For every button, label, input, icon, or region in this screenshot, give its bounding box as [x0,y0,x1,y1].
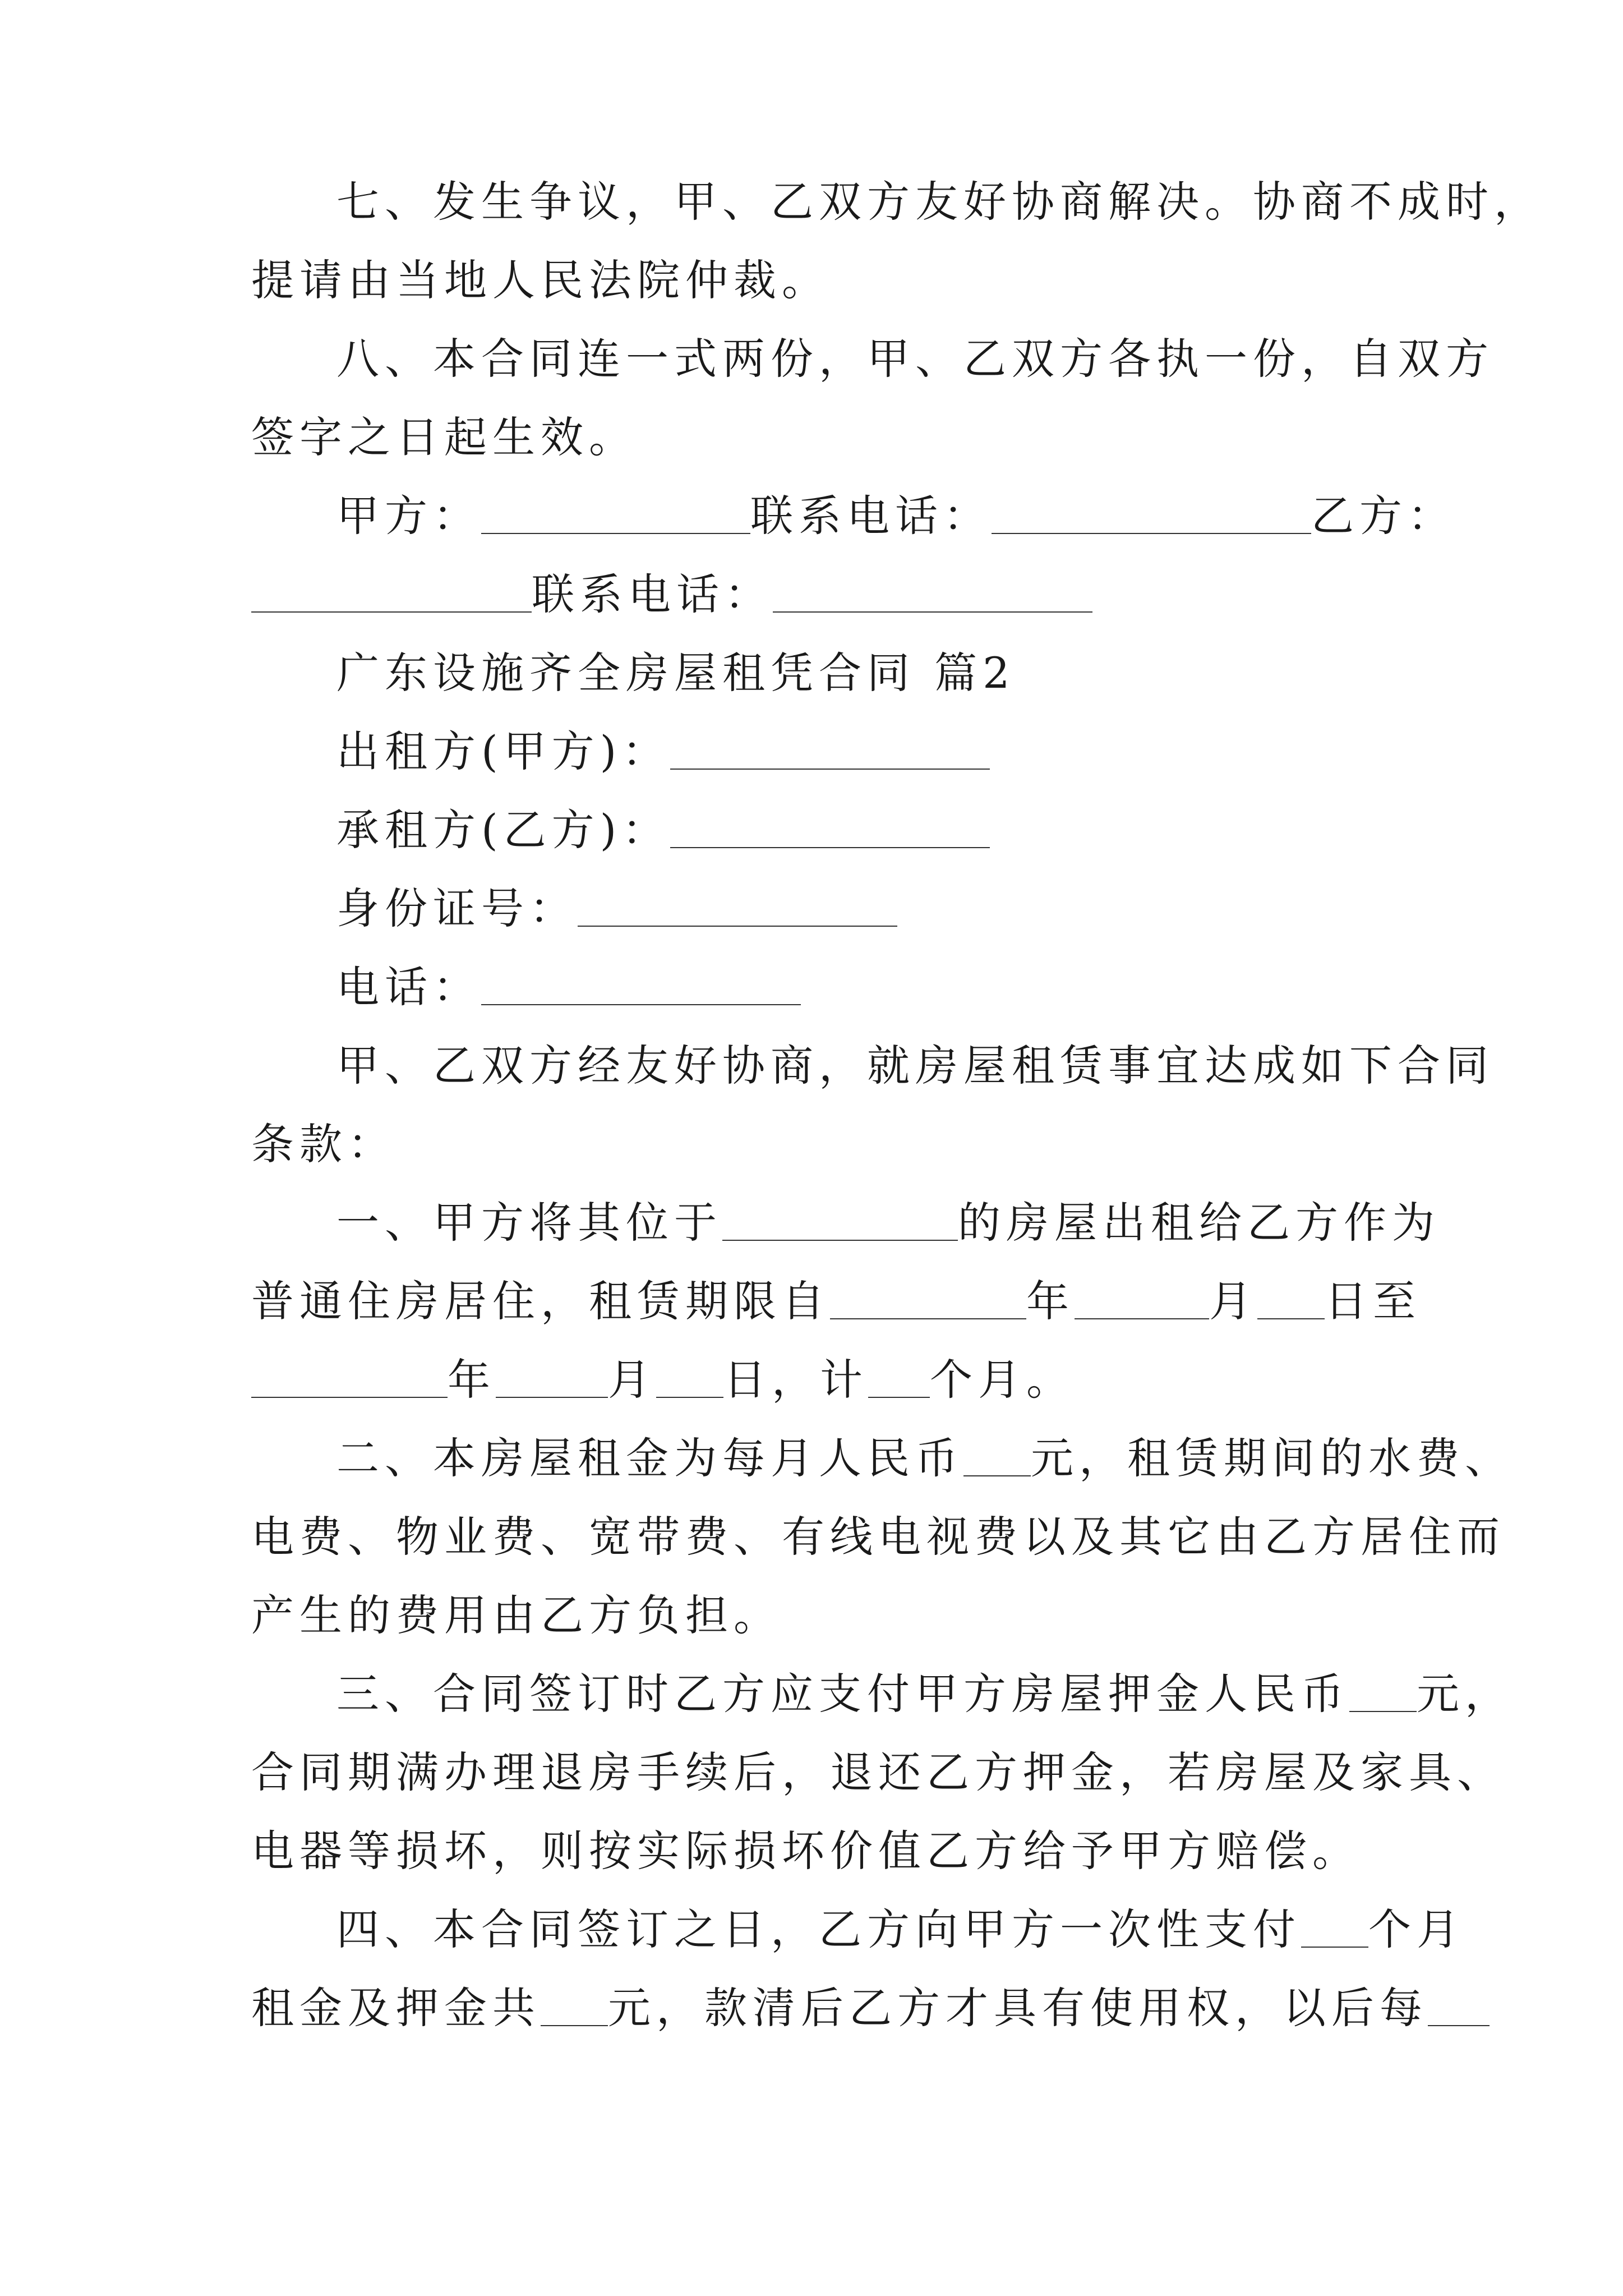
line-text: 乙方： [1311,491,1456,541]
line-text: 月 [1209,1276,1257,1326]
document-line [0,1338,1623,1422]
line-text: 日，计 [723,1355,868,1405]
document-line [0,1888,1623,1972]
document-line [0,1731,1623,1815]
document-line [0,160,1623,244]
line-text: 电话： [336,962,481,1012]
line-text: 元， [1417,1669,1513,1719]
line-text: 电器等损坏，则按实际损坏价值乙方给予甲方赔偿。 [251,1826,1361,1876]
document-line [0,788,1623,872]
line-text: 甲方： [336,491,481,541]
line-text: 年 [1026,1276,1075,1326]
fill-in-blank [868,1397,930,1398]
document-line [0,631,1623,715]
fill-in-blank [1075,1318,1209,1319]
line-text: 身份证号： [336,884,578,933]
line-text: 联系电话： [532,569,773,619]
document-line [0,474,1623,558]
line-text: 元，款清后乙方才具有使用权，以后每 [608,1983,1428,2033]
document-line [0,317,1623,401]
line-text: 二、本房屋租金为每月人民币 [336,1433,963,1483]
fill-in-blank [481,533,750,534]
fill-in-blank [992,533,1311,534]
line-text: 八、本合同连一式两份，甲、乙双方各执一份，自双方 [336,334,1494,384]
line-text: 联系电话： [750,491,992,541]
document-line [0,1809,1623,1893]
line-text: 签字之日起生效。 [251,412,637,462]
document-line [0,1259,1623,1343]
document-line [0,1181,1623,1265]
line-text: 七、发生争议，甲、乙双方友好协商解决。协商不成时， [336,177,1542,227]
fill-in-blank [481,1004,801,1005]
document-line [0,1966,1623,2050]
document-line [0,1495,1623,1579]
fill-in-blank [670,769,990,770]
line-text: 广东设施齐全房屋租凭合同 篇2 [336,648,1016,698]
line-text: 日至 [1325,1276,1421,1326]
line-text: 四、本合同签订之日，乙方向甲方一次性支付 [336,1904,1301,1954]
line-text: 一、甲方将其位于 [336,1198,722,1248]
document-line [0,395,1623,480]
document-line [0,867,1623,951]
line-text: 年 [448,1355,496,1405]
document-line [0,1416,1623,1501]
fill-in-blank [963,1475,1031,1476]
line-text: 电费、物业费、宽带费、有线电视费以及其它由乙方居住而 [251,1512,1505,1562]
document-line [0,1102,1623,1186]
fill-in-blank [251,611,532,613]
line-text: 条款： [251,1119,396,1169]
line-text: 提请由当地人民法院仲裁。 [251,255,830,305]
fill-in-blank [670,847,990,848]
line-text: 三、合同签订时乙方应支付甲方房屋押金人民币 [336,1669,1349,1719]
fill-in-blank [578,926,897,927]
fill-in-blank [1428,2025,1490,2026]
line-text: 租金及押金共 [251,1983,541,2033]
document-line [0,1024,1623,1108]
line-text: 月 [608,1355,656,1405]
document-line [0,1652,1623,1736]
fill-in-blank [830,1318,1026,1319]
fill-in-blank [1301,1947,1368,1948]
document-line [0,553,1623,637]
line-text: 的房屋出租给乙方作为 [958,1198,1440,1248]
line-text: 出租方(甲方)： [336,726,671,776]
document-line [0,238,1623,323]
line-text: 元，租赁期间的水费、 [1031,1433,1513,1483]
document-line [0,1573,1623,1658]
fill-in-blank [773,611,1092,613]
line-text: 普通住房居住，租赁期限自 [251,1276,830,1326]
fill-in-blank [1349,1711,1417,1712]
line-text: 个月 [1368,1904,1465,1954]
line-text: 产生的费用由乙方负担。 [251,1590,782,1640]
fill-in-blank [251,1397,448,1398]
fill-in-blank [496,1397,608,1398]
fill-in-blank [722,1240,958,1241]
fill-in-blank [1257,1318,1325,1319]
line-text: 甲、乙双方经友好协商，就房屋租赁事宜达成如下合同 [336,1041,1494,1091]
line-text: 合同期满办理退房手续后，退还乙方押金，若房屋及家具、 [251,1747,1505,1797]
fill-in-blank [656,1397,723,1398]
line-text: 承租方(乙方)： [336,805,671,855]
document-line [0,945,1623,1029]
line-text: 个月。 [930,1355,1075,1405]
document-line [0,710,1623,794]
fill-in-blank [541,2025,608,2026]
